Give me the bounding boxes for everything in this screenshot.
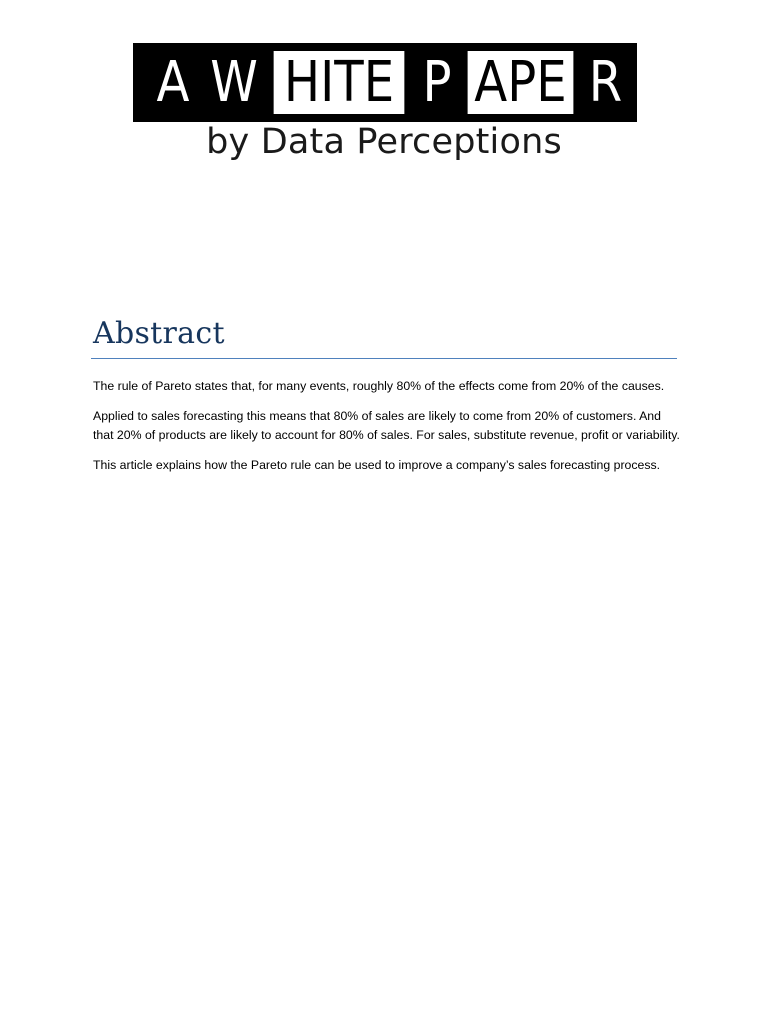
heading-underline-rule	[91, 358, 677, 359]
banner-segment-w: W	[210, 49, 258, 115]
banner-segment-hite: HITE	[274, 51, 405, 114]
document-subtitle: by Data Perceptions	[206, 122, 562, 162]
title-banner	[133, 43, 637, 122]
banner-segment-ape: APE	[468, 51, 574, 114]
title-banner-inner	[141, 51, 629, 114]
abstract-heading: Abstract	[93, 316, 225, 351]
banner-segment-r: R	[585, 51, 625, 114]
abstract-paragraph: This article explains how the Pareto rule can be used to improve a company’s sales forecasting process.	[93, 457, 661, 472]
abstract-paragraph: The rule of Pareto states that, for many events, roughly 80% of the effects come from 20% of the causes.	[93, 379, 665, 393]
abstract-body	[93, 377, 681, 486]
title-banner-text	[141, 51, 629, 114]
banner-segment-a: A	[145, 51, 200, 114]
abstract-paragraph: Applied to sales forecasting this means that 80% of sales are likely to come from 20% of customers. And that 20% of products are likely to account for 80% of sales. For sales, substitute revenue, profit or variability.	[93, 409, 680, 442]
banner-segment-p: P	[418, 51, 456, 114]
